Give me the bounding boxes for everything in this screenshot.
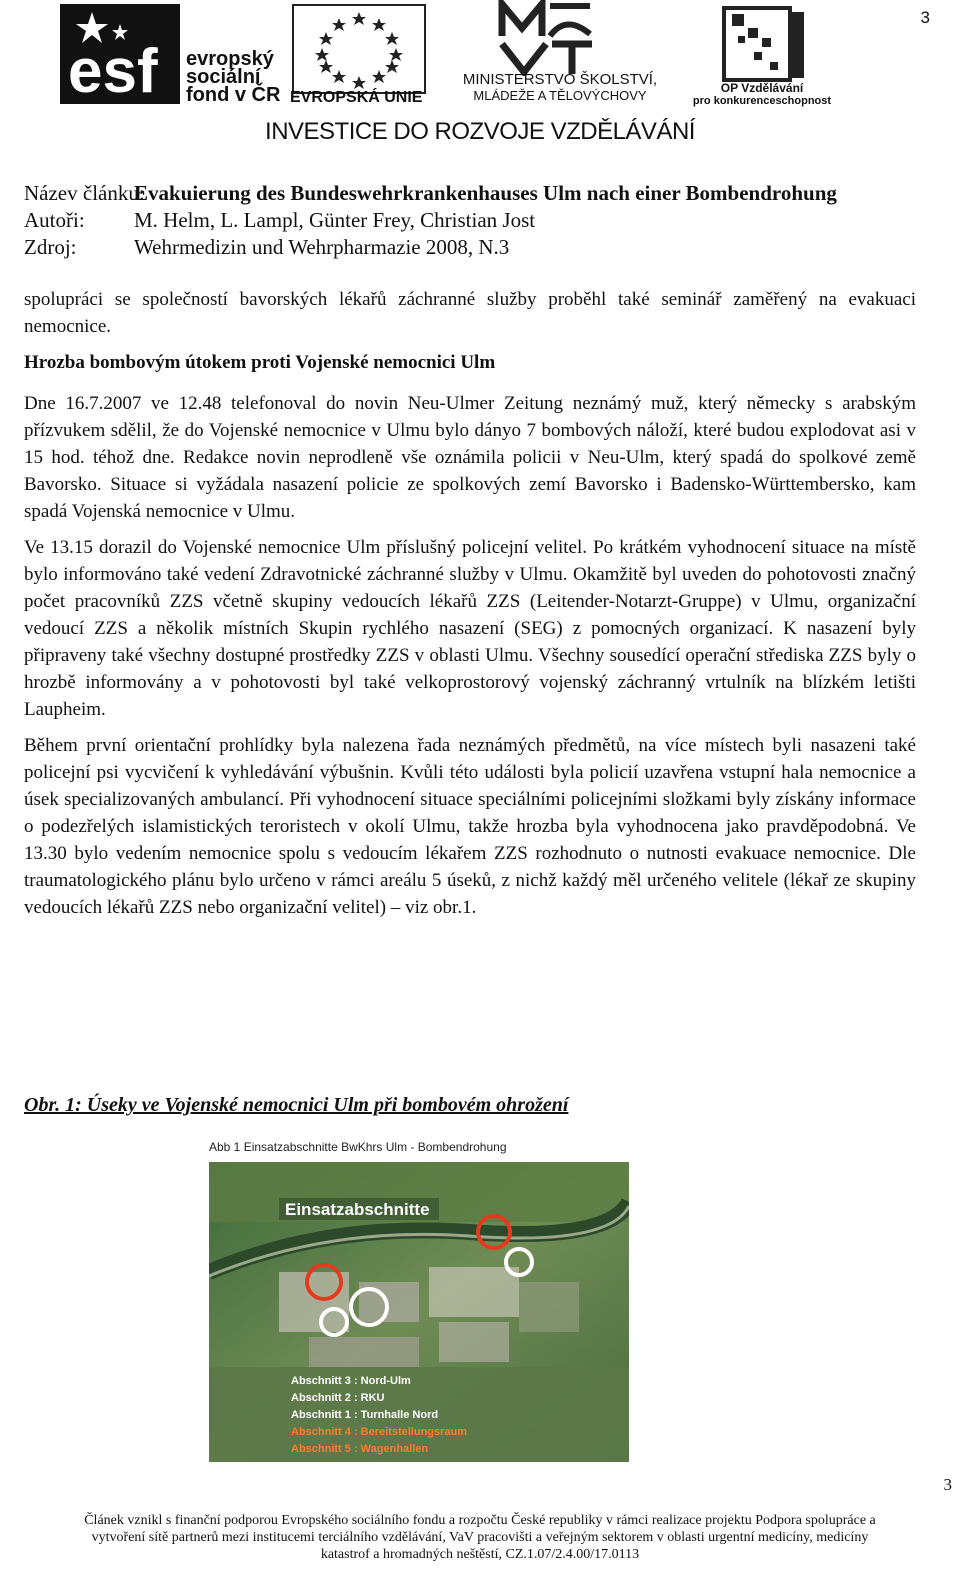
- esf-label: evropský sociální fond v ČR: [186, 48, 281, 106]
- map-legend-item: Abschnitt 2 : RKU: [291, 1392, 385, 1404]
- map-legend-item: Abschnitt 1 : Turnhalle Nord: [291, 1409, 439, 1421]
- map-legend-item: Abschnitt 4 : Bereitstellungsraum: [291, 1426, 468, 1438]
- op-logo: [718, 6, 806, 82]
- footer-line3: katastrof a hromadných neštěstí, CZ.1.07/2.4.00/17.0113: [320, 1547, 640, 1562]
- op-line1: OP Vzdělávání: [720, 81, 804, 95]
- article-meta: [24, 180, 837, 261]
- op-label: [682, 82, 842, 108]
- meta-title-value: Evakuierung des Bundeswehrkrankenhauses Ulm nach einer Bombendrohung: [134, 181, 837, 205]
- aerial-map-image: [209, 1162, 629, 1462]
- meta-authors-row: [24, 207, 837, 234]
- footer: [0, 1512, 960, 1563]
- eu-flag-logo: [292, 4, 426, 94]
- map-legend-item: Abschnitt 5 : Wagenhallen: [291, 1443, 429, 1455]
- op-line2: pro konkurenceschopnost: [692, 95, 832, 107]
- article-body: [24, 286, 916, 930]
- meta-source-row: [24, 234, 837, 261]
- ministry-line2: MLÁDEŽE A TĚLOVÝCHOVY: [473, 88, 647, 103]
- meta-source-label: Zdroj:: [24, 235, 77, 259]
- figure-caption: Obr. 1: Úseky ve Vojenské nemocnici Ulm při bombovém ohrožení: [24, 1094, 569, 1116]
- paragraph-3: Během první orientační prohlídky byla nalezena řada neznámých předmětů, na více místech byli nasazeni také policejní psi vycvičení k vyhledávání výbušnin. Kvůli této události byla policií uzavřena vstupní hala nemocnice a úsek specializovaných ambulancí. Při vyhodnocení situace speciálními policejními složkami byly získány informace o podezřelých islamistických teroristech v okolí Ulmu, takže hrozba byla vyhodnocena jako pravděpodobná. Ve 13.30 bylo vedením nemocnice spolu s vedoucím lékařem ZZS rozhodnuto o nutnosti evakuace nemocnice. Dle traumatologického plánu bylo určeno v rámci areálu 5 úseků, z nichž každý měl určeného velitele (lékař ze skupiny vedoucích lékařů ZZS nebo organizační velitel) – viz obr.1.: [24, 735, 916, 918]
- svg-text:esf: esf: [68, 37, 158, 104]
- figure-map: [205, 1140, 635, 1465]
- page-number-side: 3: [943, 1475, 952, 1494]
- paragraph-0: spolupráci se společností bavorských lékařů záchranné služby proběhl také seminář zaměřený na evakuaci nemocnice.: [24, 289, 916, 337]
- esf-logo: [60, 4, 180, 104]
- meta-title-row: [24, 180, 837, 207]
- paragraph-2: Ve 13.15 dorazil do Vojenské nemocnice Ulm příslušný policejní velitel. Po krátkém vyhodnocení situace na místě bylo informováno také vedení Zdravotnické záchranné služby v Ulmu. Okamžitě byl uveden do pohotovosti značný počet pracovníků ZZS včetně skupiny vedoucích lékařů ZZS (Leitender-Notarzt-Gruppe) v Ulmu, organizační vedoucí ZZS a několik místních Skupin rychlého nasazení (SEG) z pomocných organizací. K nasazení byly připraveny také všechny dostupné prostředky ZZS v oblasti Ulmu. Všechny sousedící operační střediska ZZS byly o hrozbě informovány a v pohotovosti byl také velkoprostorový vojenský záchranný vrtulník na blízkém letišti Laupheim.: [24, 537, 916, 720]
- page-number-top: 3: [920, 8, 930, 27]
- footer-line1: Článek vznikl s finanční podporou Evropského sociálního fondu a rozpočtu České republiky v rámci realizace projektu Podpora spolupráce a: [84, 1513, 876, 1528]
- figure-image-title: Abb 1 Einsatzabschnitte BwKhrs Ulm - Bombendrohung: [209, 1140, 507, 1154]
- ministry-line1: MINISTERSTVO ŠKOLSTVÍ,: [462, 71, 658, 88]
- meta-authors-value: M. Helm, L. Lampl, Günter Frey, Christian Jost: [134, 208, 536, 232]
- meta-title-label: Název článku:: [24, 181, 145, 205]
- ministry-label: [440, 72, 680, 104]
- msmt-logo: [496, 0, 596, 76]
- footer-line2: vytvoření sítě partnerů mezi institucemi terciálního vzdělávání, VaV pracovišti a veřejným sektorem v oblasti urgentní medicíny, medicíny: [91, 1530, 869, 1545]
- section-heading: Hrozba bombovým útokem proti Vojenské nemocnici Ulm: [24, 352, 496, 373]
- map-legend-item: Abschnitt 3 : Nord-Ulm: [291, 1375, 411, 1387]
- paragraph-1: Dne 16.7.2007 ve 12.48 telefonoval do novin Neu-Ulmer Zeitung neznámý muž, který německy s arabským přízvukem sdělil, že do Vojenské nemocnice v Ulmu bylo dányo 7 bombových náloží, které budou explodovat asi v 15 hod. téhož dne. Redakce novin neprodleně vše oznámila policii v Neu-Ulm, který spadá do spolkové země Bavorsko. Situace si vyžádala nasazení policie ze spolkových zemí Bavorsko i Badensko-Württembersko, kam spadá Vojenská nemocnice v Ulmu.: [24, 393, 916, 522]
- meta-source-value: Wehrmedizin und Wehrpharmazie 2008, N.3: [134, 235, 510, 259]
- meta-authors-label: Autoři:: [24, 208, 85, 232]
- eu-label: EVROPSKÁ UNIE: [290, 89, 423, 106]
- map-banner: Einsatzabschnitte: [285, 1200, 430, 1219]
- investice-banner: INVESTICE DO ROZVOJE VZDĚLÁVÁNÍ: [265, 118, 695, 145]
